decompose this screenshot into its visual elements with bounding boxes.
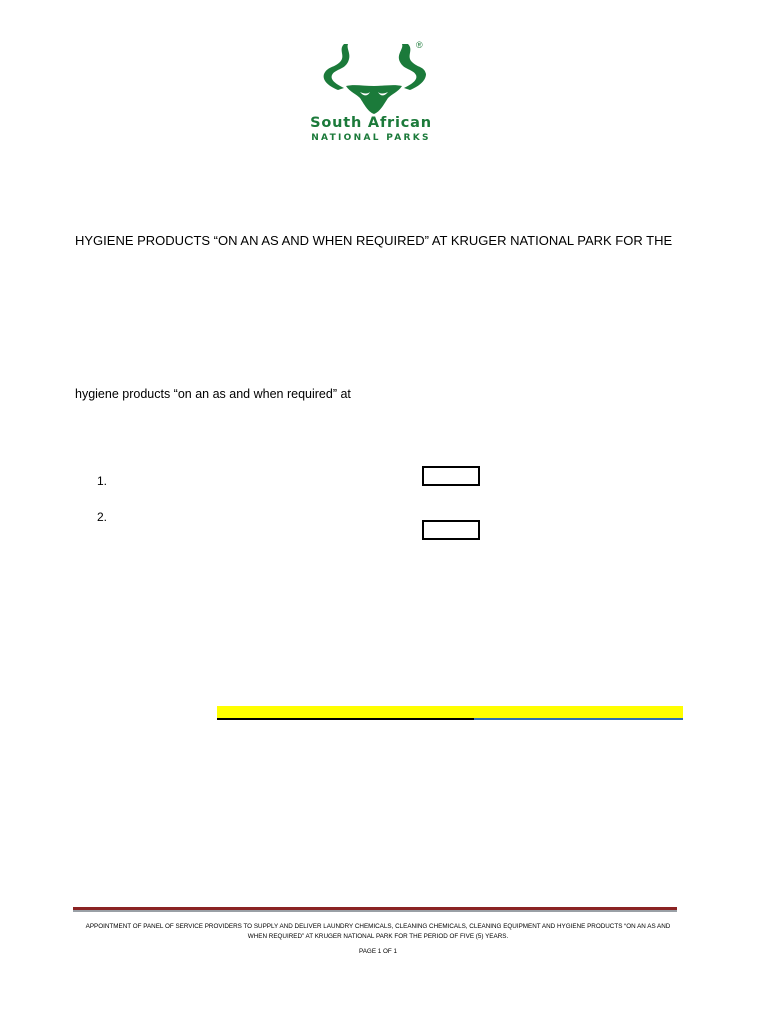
kudu-head-icon	[316, 40, 426, 116]
footer-text: APPOINTMENT OF PANEL OF SERVICE PROVIDERS TO SUPPLY AND DELIVER LAUNDRY CHEMICALS, CLEANING CHEMICALS, CLEANING EQUIPMENT AND HYGIENE PRODUCTS “ON AN AS AND WHEN REQUIRED” AT KRUGER NATIONAL PARK FOR THE PERIOD OF FIVE (5) YEARS.	[85, 923, 671, 940]
checkbox-1[interactable]	[422, 466, 480, 486]
highlighted-field	[217, 706, 683, 719]
registered-mark: ®	[416, 40, 423, 50]
checkbox-2[interactable]	[422, 520, 480, 540]
sanparks-logo	[296, 40, 446, 146]
footer-rule	[73, 907, 677, 912]
highlighted-field-left	[217, 706, 474, 720]
logo-name-line2: NATIONAL PARKS	[311, 133, 431, 143]
list-number-1: 1.	[97, 474, 108, 488]
footer-page-number: PAGE 1 OF 1	[358, 948, 398, 955]
highlighted-field-right	[474, 706, 683, 720]
document-title-line: HYGIENE PRODUCTS “ON AN AS AND WHEN REQUIRED” AT KRUGER NATIONAL PARK FOR THE	[75, 233, 673, 248]
document-body-line: hygiene products “on an as and when required” at	[75, 387, 351, 401]
list-number-2: 2.	[97, 510, 108, 524]
logo-name-line1: South African	[310, 115, 432, 131]
